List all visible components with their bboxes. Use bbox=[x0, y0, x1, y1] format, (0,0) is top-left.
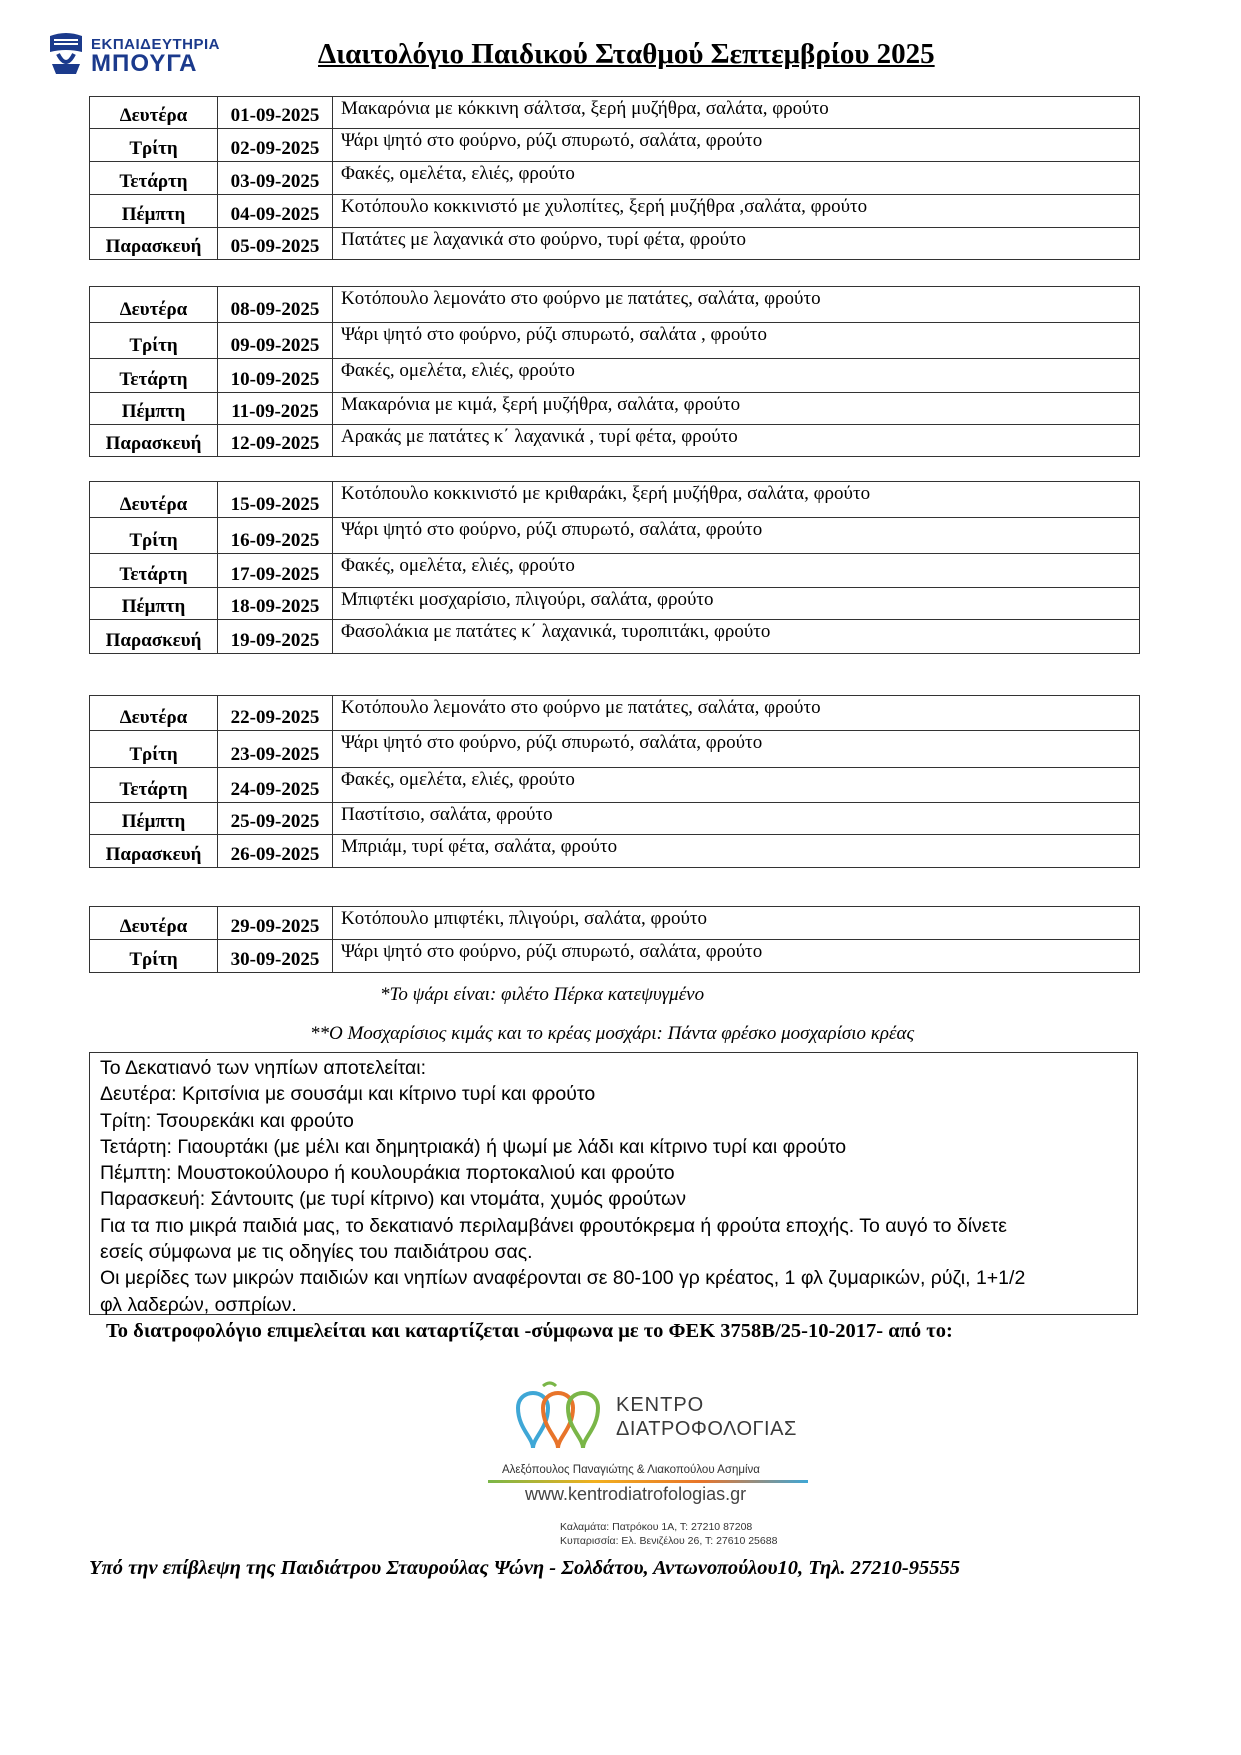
day-cell: Τρίτη bbox=[90, 518, 218, 554]
meal-cell: Ψάρι ψητό στο φούρνο, ρύζι σπυρωτό, σαλάτα, φρούτο bbox=[333, 940, 1140, 973]
table-row bbox=[90, 425, 1140, 457]
table-row bbox=[90, 803, 1140, 835]
table-row bbox=[90, 588, 1140, 620]
pediatrician-footer: Υπό την επίβλεψη της Παιδιάτρου Σταυρούλας Ψώνη - Σολδάτου, Αντωνοπούλου10, Τηλ. 27210-95555 bbox=[89, 1557, 960, 1579]
table-row bbox=[90, 554, 1140, 588]
snack-info-box bbox=[89, 1052, 1138, 1315]
date-cell: 16-09-2025 bbox=[218, 518, 333, 554]
day-cell: Δευτέρα bbox=[90, 97, 218, 129]
meal-cell: Φακές, ομελέτα, ελιές, φρούτο bbox=[333, 768, 1140, 803]
colored-divider bbox=[488, 1480, 808, 1483]
date-cell: 23-09-2025 bbox=[218, 731, 333, 768]
date-cell: 30-09-2025 bbox=[218, 940, 333, 973]
day-cell: Παρασκευή bbox=[90, 835, 218, 868]
snack-line: φλ λαδερών, οσπρίων. bbox=[100, 1293, 297, 1316]
table-row bbox=[90, 768, 1140, 803]
day-cell: Τετάρτη bbox=[90, 359, 218, 393]
meal-cell: Ψάρι ψητό στο φούρνο, ρύζι σπυρωτό, σαλάτα , φρούτο bbox=[333, 323, 1140, 359]
meal-cell: Κοτόπουλο λεμονάτο στο φούρνο με πατάτες, σαλάτα, φρούτο bbox=[333, 287, 1140, 323]
meal-cell: Φακές, ομελέτα, ελιές, φρούτο bbox=[333, 554, 1140, 588]
table-row bbox=[90, 907, 1140, 940]
date-cell: 05-09-2025 bbox=[218, 228, 333, 260]
week-table-5 bbox=[89, 906, 1140, 973]
meal-cell: Μπριάμ, τυρί φέτα, σαλάτα, φρούτο bbox=[333, 835, 1140, 868]
day-cell: Πέμπτη bbox=[90, 195, 218, 228]
school-logo-line2: ΜΠΟΥΓΑ bbox=[91, 50, 198, 77]
date-cell: 04-09-2025 bbox=[218, 195, 333, 228]
date-cell: 01-09-2025 bbox=[218, 97, 333, 129]
date-cell: 18-09-2025 bbox=[218, 588, 333, 620]
nutrition-center-addresses bbox=[560, 1520, 777, 1548]
day-cell: Τετάρτη bbox=[90, 162, 218, 195]
table-row bbox=[90, 518, 1140, 554]
day-cell: Πέμπτη bbox=[90, 588, 218, 620]
date-cell: 09-09-2025 bbox=[218, 323, 333, 359]
table-row bbox=[90, 287, 1140, 323]
week-table-1 bbox=[89, 96, 1140, 260]
day-cell: Τετάρτη bbox=[90, 554, 218, 588]
meal-cell: Παστίτσιο, σαλάτα, φρούτο bbox=[333, 803, 1140, 835]
date-cell: 02-09-2025 bbox=[218, 129, 333, 162]
table-row bbox=[90, 162, 1140, 195]
snack-line: Παρασκευή: Σάντουιτς (με τυρί κίτρινο) και ντομάτα, χυμός φρούτων bbox=[100, 1188, 686, 1211]
fish-note: *Το ψάρι είναι: φιλέτο Πέρκα κατεψυγμένο bbox=[380, 984, 705, 1005]
meal-cell: Αρακάς με πατάτες κ΄ λαχανικά , τυρί φέτα, φρούτο bbox=[333, 425, 1140, 457]
address-kyparissia: Κυπαρισσία: Ελ. Βενιζέλου 26, Τ: 27610 25688 bbox=[560, 1535, 778, 1547]
date-cell: 15-09-2025 bbox=[218, 482, 333, 518]
table-row bbox=[90, 359, 1140, 393]
day-cell: Τρίτη bbox=[90, 731, 218, 768]
meal-cell: Φακές, ομελέτα, ελιές, φρούτο bbox=[333, 162, 1140, 195]
table-row bbox=[90, 323, 1140, 359]
school-logo bbox=[46, 30, 231, 80]
page-title: Διαιτολόγιο Παιδικού Σταθμού Σεπτεμβρίου 2025 bbox=[318, 38, 935, 70]
date-cell: 22-09-2025 bbox=[218, 696, 333, 731]
date-cell: 25-09-2025 bbox=[218, 803, 333, 835]
week-table-4 bbox=[89, 695, 1140, 868]
week-table-2 bbox=[89, 286, 1140, 457]
beef-note: **Ο Μοσχαρίσιος κιμάς και το κρέας μοσχάρι: Πάντα φρέσκο μοσχαρίσιο κρέας bbox=[310, 1023, 915, 1044]
snack-line: Πέμπτη: Μουστοκούλουρο ή κουλουράκια πορτοκαλιού και φρούτο bbox=[100, 1162, 675, 1185]
nutrition-center-url: www.kentrodiatrofologias.gr bbox=[525, 1484, 747, 1504]
date-cell: 08-09-2025 bbox=[218, 287, 333, 323]
day-cell: Δευτέρα bbox=[90, 287, 218, 323]
address-kalamata: Καλαμάτα: Πατρόκου 1Α, Τ: 27210 87208 bbox=[560, 1521, 753, 1533]
day-cell: Πέμπτη bbox=[90, 393, 218, 425]
snack-line: εσείς σύμφωνα με τις οδηγίες του παιδιάτρου σας. bbox=[100, 1241, 533, 1264]
snack-line: Τρίτη: Τσουρεκάκι και φρούτο bbox=[100, 1109, 354, 1132]
prepared-by-statement: Το διατροφολόγιο επιμελείται και καταρτίζεται -σύμφωνα με το ΦΕΚ 3758Β/25-10-2017- από το: bbox=[106, 1320, 953, 1342]
date-cell: 26-09-2025 bbox=[218, 835, 333, 868]
table-row bbox=[90, 228, 1140, 260]
date-cell: 24-09-2025 bbox=[218, 768, 333, 803]
meal-cell: Ψάρι ψητό στο φούρνο, ρύζι σπυρωτό, σαλάτα, φρούτο bbox=[333, 129, 1140, 162]
day-cell: Δευτέρα bbox=[90, 482, 218, 518]
table-row bbox=[90, 129, 1140, 162]
date-cell: 29-09-2025 bbox=[218, 907, 333, 940]
snack-line: Για τα πιο μικρά παιδιά μας, το δεκατιανό περιλαμβάνει φρουτόκρεμα ή φρούτα εποχής. Το αυγό το δίνετε bbox=[100, 1214, 1007, 1237]
snack-line: Τετάρτη: Γιαουρτάκι (με μέλι και δημητριακά) ή ψωμί με λάδι και κίτρινο τυρί και φρούτο bbox=[100, 1135, 847, 1158]
day-cell: Τρίτη bbox=[90, 129, 218, 162]
meal-cell: Φασολάκια με πατάτες κ΄ λαχανικά, τυροπιτάκι, φρούτο bbox=[333, 620, 1140, 654]
meal-cell: Ψάρι ψητό στο φούρνο, ρύζι σπυρωτό, σαλάτα, φρούτο bbox=[333, 518, 1140, 554]
meal-cell: Κοτόπουλο κοκκινιστό με κριθαράκι, ξερή μυζήθρα, σαλάτα, φρούτο bbox=[333, 482, 1140, 518]
meal-cell: Μακαρόνια με κόκκινη σάλτσα, ξερή μυζήθρα, σαλάτα, φρούτο bbox=[333, 97, 1140, 129]
meal-cell: Ψάρι ψητό στο φούρνο, ρύζι σπυρωτό, σαλάτα, φρούτο bbox=[333, 731, 1140, 768]
date-cell: 12-09-2025 bbox=[218, 425, 333, 457]
day-cell: Πέμπτη bbox=[90, 803, 218, 835]
date-cell: 10-09-2025 bbox=[218, 359, 333, 393]
day-cell: Δευτέρα bbox=[90, 907, 218, 940]
table-row bbox=[90, 97, 1140, 129]
meal-cell: Κοτόπουλο λεμονάτο στο φούρνο με πατάτες, σαλάτα, φρούτο bbox=[333, 696, 1140, 731]
date-cell: 17-09-2025 bbox=[218, 554, 333, 588]
day-cell: Δευτέρα bbox=[90, 696, 218, 731]
hearts-icon bbox=[498, 1378, 628, 1458]
snack-line: Δευτέρα: Κριτσίνια με σουσάμι και κίτρινο τυρί και φρούτο bbox=[100, 1083, 596, 1106]
meal-cell: Μπιφτέκι μοσχαρίσιο, πλιγούρι, σαλάτα, φρούτο bbox=[333, 588, 1140, 620]
meal-cell: Μακαρόνια με κιμά, ξερή μυζήθρα, σαλάτα, φρούτο bbox=[333, 393, 1140, 425]
nutrition-center-people: Αλεξόπουλος Παναγιώτης & Λιακοπούλου Ασημίνα bbox=[502, 1464, 760, 1476]
date-cell: 03-09-2025 bbox=[218, 162, 333, 195]
day-cell: Παρασκευή bbox=[90, 228, 218, 260]
day-cell: Τρίτη bbox=[90, 940, 218, 973]
table-row bbox=[90, 940, 1140, 973]
table-row bbox=[90, 393, 1140, 425]
table-row bbox=[90, 696, 1140, 731]
date-cell: 19-09-2025 bbox=[218, 620, 333, 654]
table-row bbox=[90, 835, 1140, 868]
day-cell: Τρίτη bbox=[90, 323, 218, 359]
school-logo-line1: ΕΚΠΑΙΔΕΥΤΗΡΙΑ bbox=[91, 36, 220, 53]
day-cell: Παρασκευή bbox=[90, 620, 218, 654]
nutrition-center-name-line2: ΔΙΑΤΡΟΦΟΛΟΓΙΑΣ bbox=[616, 1418, 797, 1440]
day-cell: Τετάρτη bbox=[90, 768, 218, 803]
week-table-3 bbox=[89, 481, 1140, 654]
table-row bbox=[90, 620, 1140, 654]
table-row bbox=[90, 195, 1140, 228]
nutrition-center-logo bbox=[480, 1378, 820, 1553]
snack-line: Το Δεκατιανό των νηπίων αποτελείται: bbox=[100, 1057, 427, 1079]
day-cell: Παρασκευή bbox=[90, 425, 218, 457]
school-emblem-icon bbox=[46, 30, 86, 76]
table-row bbox=[90, 731, 1140, 768]
nutrition-center-name-line1: ΚΕΝΤΡΟ bbox=[616, 1394, 705, 1416]
meal-cell: Κοτόπουλο μπιφτέκι, πλιγούρι, σαλάτα, φρούτο bbox=[333, 907, 1140, 940]
date-cell: 11-09-2025 bbox=[218, 393, 333, 425]
meal-cell: Κοτόπουλο κοκκινιστό με χυλοπίτες, ξερή μυζήθρα ,σαλάτα, φρούτο bbox=[333, 195, 1140, 228]
meal-cell: Φακές, ομελέτα, ελιές, φρούτο bbox=[333, 359, 1140, 393]
meal-cell: Πατάτες με λαχανικά στο φούρνο, τυρί φέτα, φρούτο bbox=[333, 228, 1140, 260]
table-row bbox=[90, 482, 1140, 518]
snack-line: Οι μερίδες των μικρών παιδιών και νηπίων αναφέρονται σε 80-100 γρ κρέατος, 1 φλ ζυμαρικών, ρύζι, 1+1/2 bbox=[100, 1267, 1026, 1290]
